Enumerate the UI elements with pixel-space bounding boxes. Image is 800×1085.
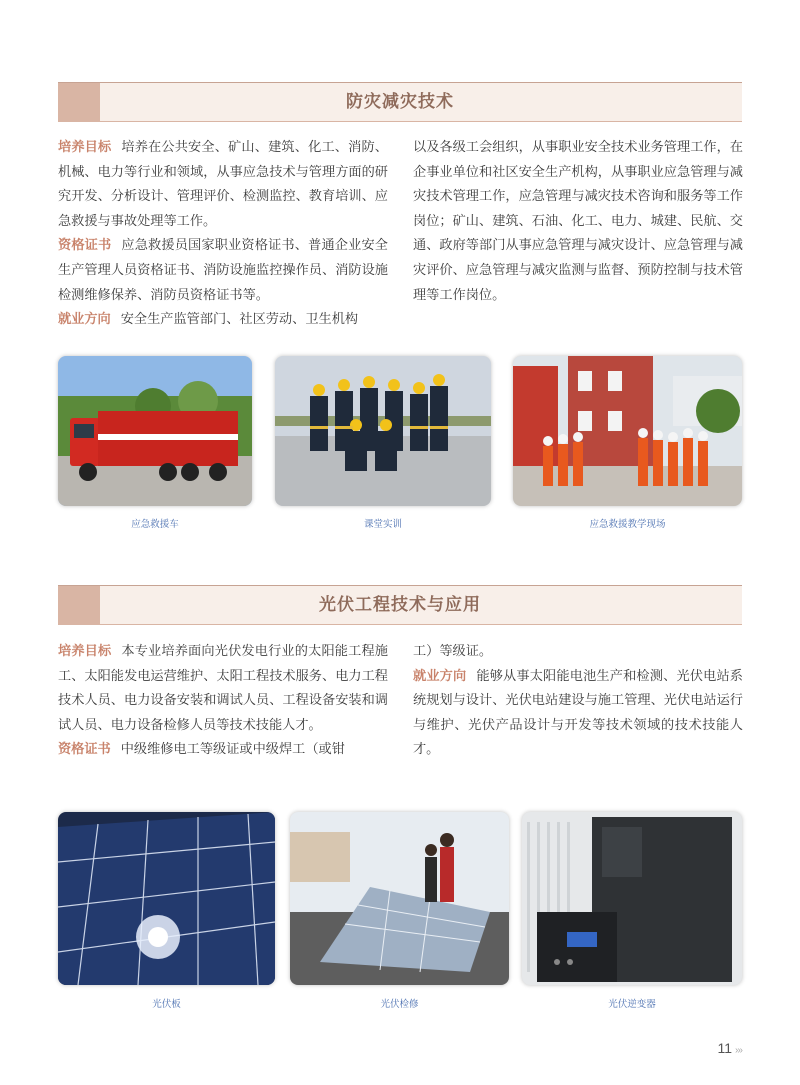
section-header: [58, 586, 742, 624]
text-career: 能够从事太阳能电池生产和检测、光伏电站系统规划与设计、光伏电站建设与施工管理、光伏电站运行与维护、光伏产品设计与开发等技术领域的技术技能人才。: [413, 668, 743, 758]
section-title: 防灾减灾技术: [346, 92, 454, 112]
paragraph-career-continued: 以及各级工会组织，从事职业安全技术业务管理工作，在企事业单位和社区安全生产机构，从事职业应急管理与减灾技术管理工作，应急管理与减灾技术咨询和服务等工作岗位；矿山、建筑、石油、化工、电力、城建、民航、交通、政府等部门从事应急管理与减灾设计、应急管理与减灾评价、应急管理与减灾监测与监督、预防控制与技术管理等工作岗位。: [413, 140, 743, 303]
right-column-2: [413, 640, 743, 763]
right-column-1: [413, 136, 743, 308]
label-certificates: 资格证书: [58, 742, 111, 758]
paragraph-certificates: [58, 738, 388, 763]
fire-truck-icon: [58, 356, 252, 506]
section-title: 光伏工程技术与应用: [319, 595, 481, 615]
text-certificates: 应急救援员国家职业资格证书、普通企业安全生产管理人员资格证书、消防设施监控操作员、消防设施检测维修保养、消防员资格证书等。: [58, 238, 388, 303]
photo-rescue-vehicle: [58, 356, 252, 506]
left-column-2: [58, 640, 388, 763]
solar-panel-icon: [58, 812, 275, 985]
caption-classroom-training: 课堂实训: [363, 519, 402, 530]
label-career: 就业方向: [58, 312, 111, 328]
photo-classroom-training: [275, 356, 491, 506]
paragraph-training-goal: [58, 136, 388, 234]
header-rule-bottom: [58, 121, 742, 122]
firefighter-group-icon: [275, 356, 491, 506]
caption-rescue-teaching-site: 应急救援教学现场: [589, 519, 666, 530]
section-header: [58, 83, 742, 121]
inverter-icon: [522, 812, 742, 985]
left-column-1: [58, 136, 388, 333]
caption-pv-inverter: 光伏逆变器: [608, 999, 656, 1010]
paragraph-certificates-continued: 工）等级证。: [413, 644, 493, 659]
page-number-value: 11: [717, 1040, 732, 1056]
text-training-goal: 培养在公共安全、矿山、建筑、化工、消防、机械、电力等行业和领域，从事应急技术与管理方面的研究开发、分析设计、管理评价、检测监控、教育培训、应急救援与事故处理等工作。: [58, 140, 388, 229]
caption-rescue-vehicle: 应急救援车: [131, 519, 179, 530]
caption-solar-panel: 光伏板: [152, 999, 181, 1010]
label-certificates: 资格证书: [58, 238, 112, 254]
paragraph-career: [58, 308, 388, 333]
solar-maintenance-icon: [290, 812, 509, 985]
text-certificates: 中级维修电工等级证或中级焊工（或钳: [120, 742, 345, 758]
label-training-goal: 培养目标: [58, 644, 112, 659]
header-rule-bottom: [58, 624, 742, 625]
text-career: 安全生产监管部门、社区劳动、卫生机构: [120, 312, 359, 328]
photo-rescue-teaching-site: [513, 356, 742, 506]
label-career: 就业方向: [413, 668, 467, 684]
paragraph-training-goal: [58, 640, 388, 738]
training-tower-icon: [513, 356, 742, 506]
photo-pv-inverter: [522, 812, 742, 985]
page-arrows-icon: ›››: [735, 1045, 742, 1056]
page-number: [717, 1040, 742, 1056]
text-training-goal: 本专业培养面向光伏发电行业的太阳能工程施工、太阳能发电运营维护、太阳工程技术服务、电力工程技术人员、电力设备安装和调试人员、工程设备安装和调试人员、电力设备检修人员等技术技能人才。: [58, 644, 388, 733]
label-training-goal: 培养目标: [58, 140, 112, 155]
photo-solar-maintenance: [290, 812, 509, 985]
photo-solar-panel: [58, 812, 275, 985]
caption-solar-maintenance: 光伏检修: [380, 999, 419, 1010]
paragraph-certificates: [58, 234, 388, 308]
paragraph-career: [413, 665, 743, 763]
